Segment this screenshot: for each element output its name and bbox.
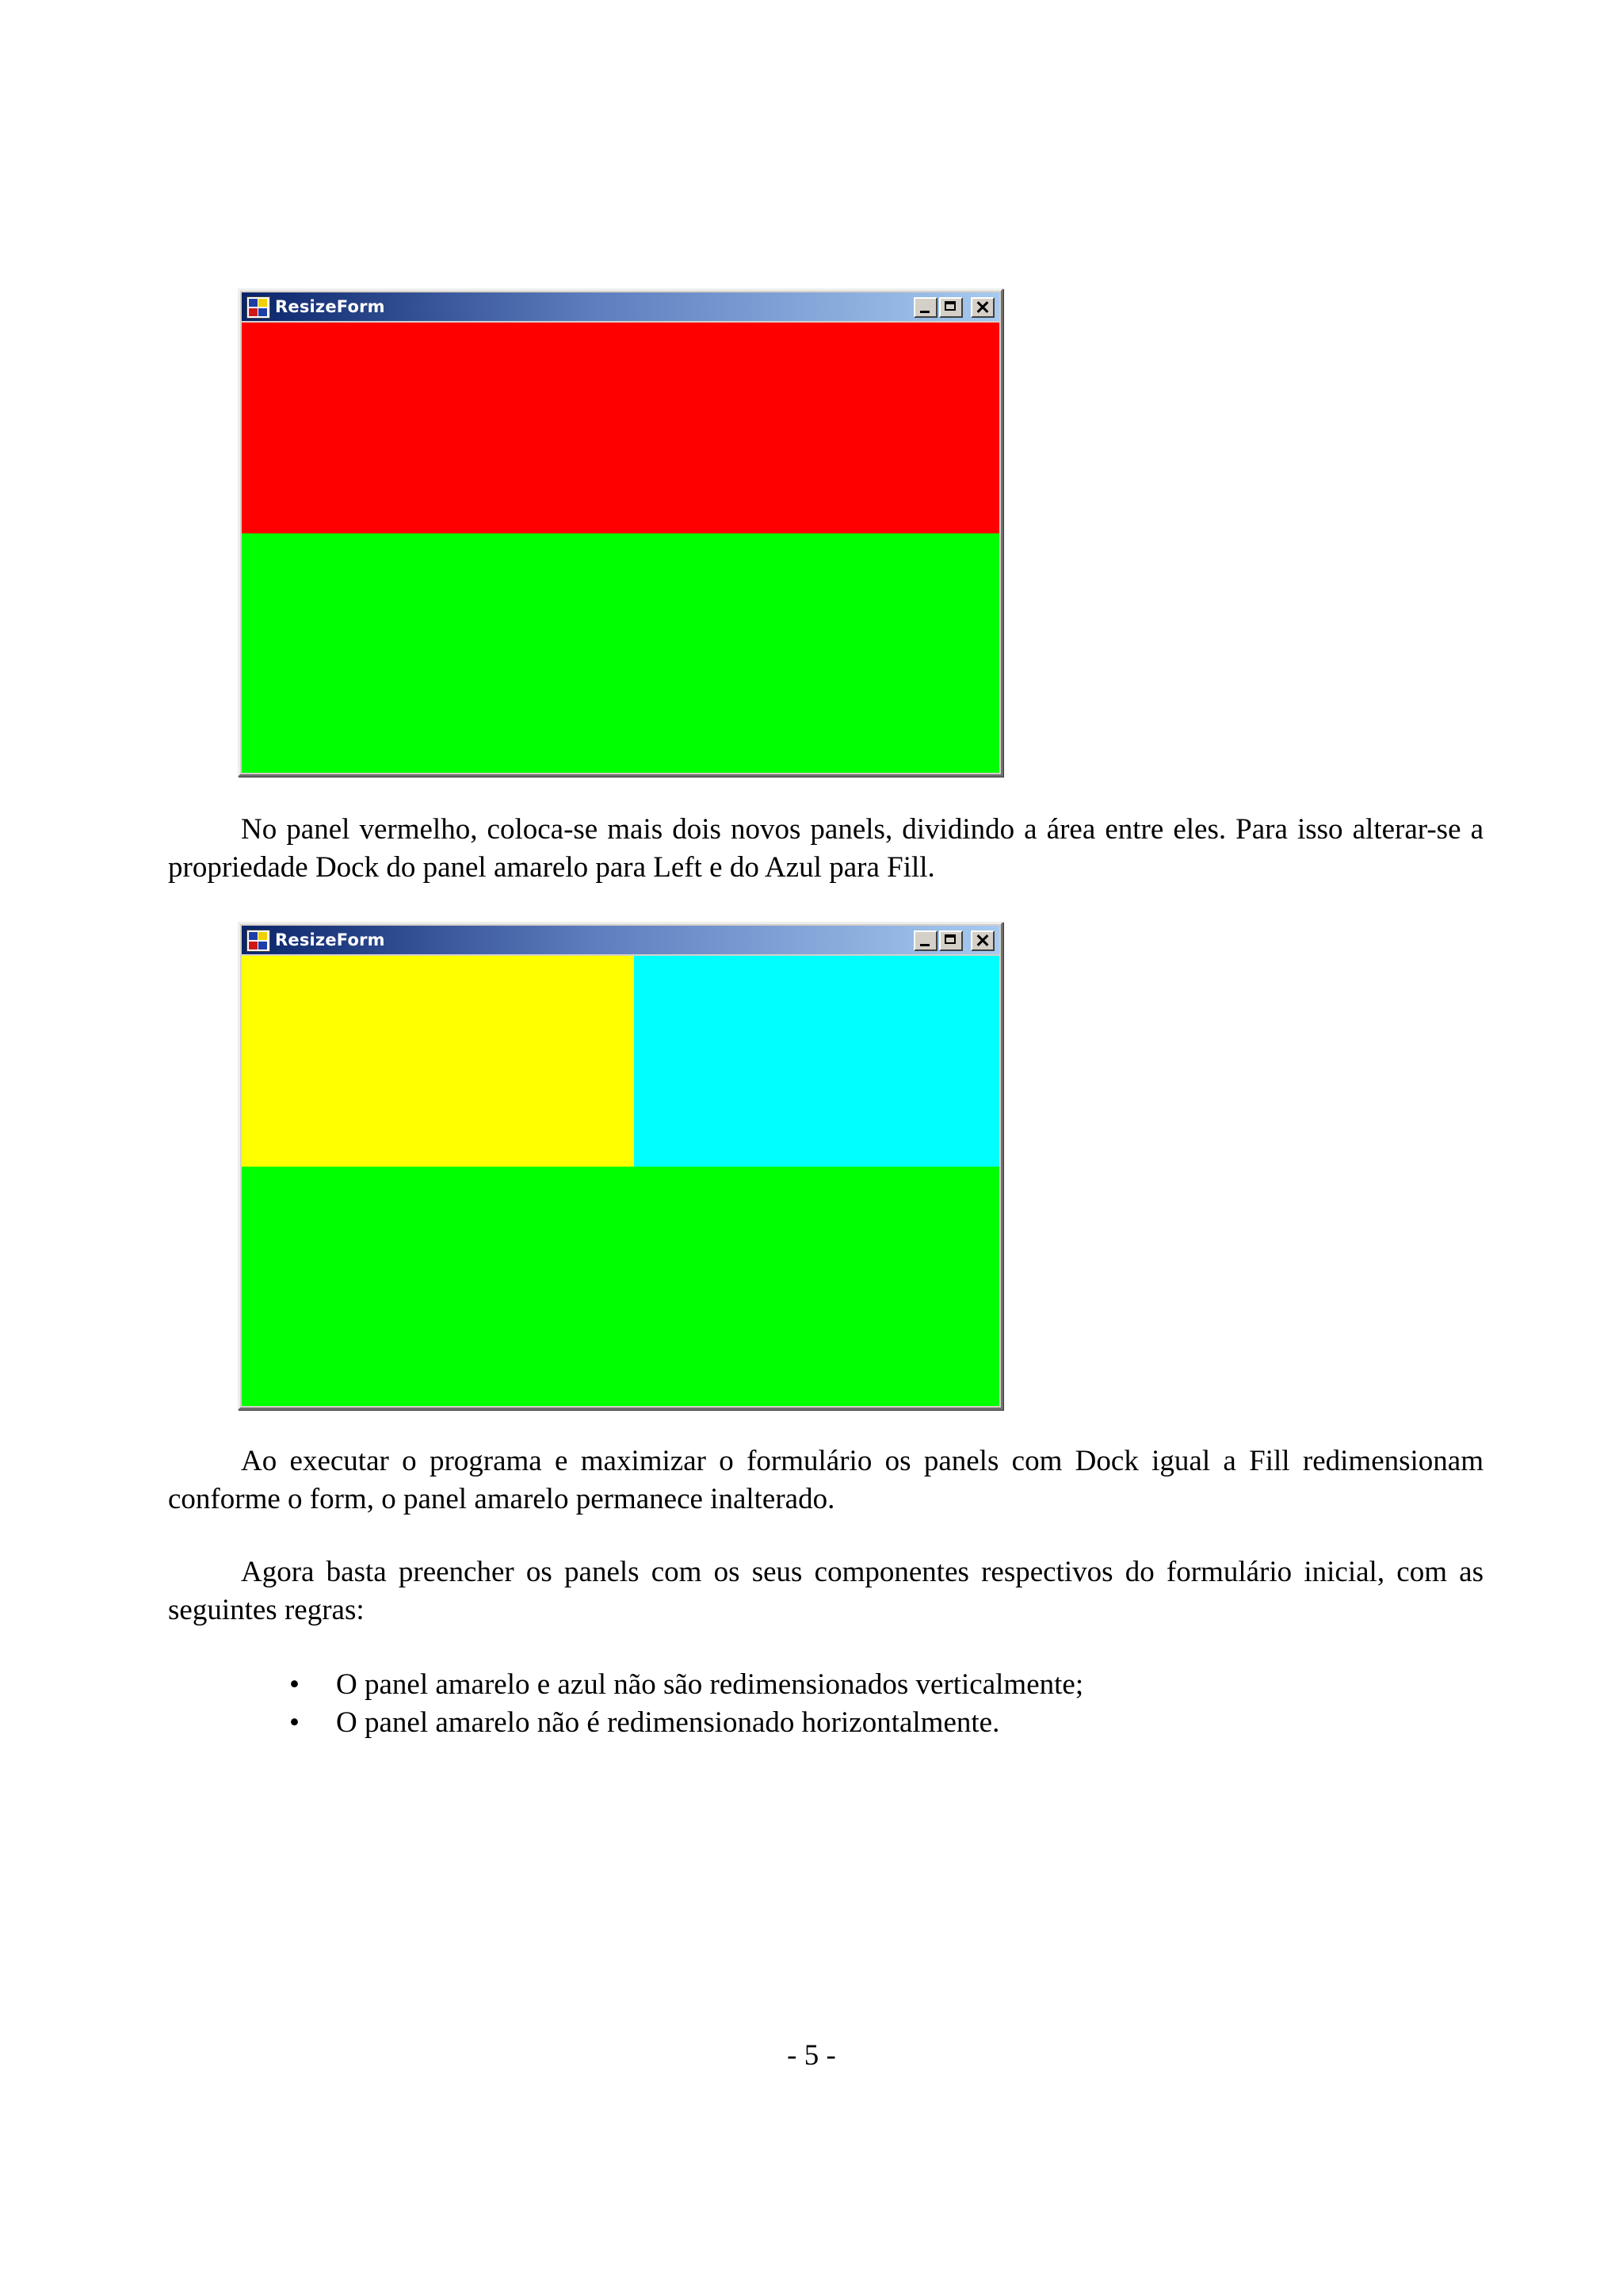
maximize-button[interactable] [939,297,963,318]
resizeform-window-bottom [238,922,1003,1410]
yellow-panel [242,956,634,1167]
form-icon[interactable] [246,296,270,319]
window-title: ResizeForm [275,297,385,316]
cyan-panel [634,956,999,1167]
paragraph-3: Agora basta preencher os panels com os seus componentes respectivos do formulário inicial, com as seguintes regras: [168,1556,1484,1626]
window-title: ResizeForm [275,930,385,949]
list-item-text: O panel amarelo e azul não são redimensionados verticalmente; [336,1668,1084,1701]
paragraph-2: Ao executar o programa e maximizar o formulário os panels com Dock igual a Fill redimensionam conforme o form, o panel amarelo permanece inalterado. [168,1445,1484,1515]
resizeform-window-top [238,288,1003,777]
close-button[interactable] [971,297,995,318]
minimize-button[interactable] [914,297,938,318]
red-panel [242,323,999,533]
bullet-icon: • [289,1668,300,1701]
list-item-text: O panel amarelo não é redimensionado horizontalmente. [336,1706,1000,1739]
list-item [168,1704,1484,1742]
form-icon[interactable] [246,930,270,952]
maximize-button[interactable] [939,930,963,951]
paragraph-1: No panel vermelho, coloca-se mais dois novos panels, dividindo a área entre eles. Para isso alterar-se a propriedade Dock do panel amarelo para Left e do Azul para Fill. [168,813,1484,884]
page-number: - 5 - [787,2039,836,2072]
bullet-icon: • [289,1706,300,1739]
list-item [168,1666,1484,1704]
green-panel [242,323,999,773]
title-bar[interactable] [242,926,999,954]
minimize-button[interactable] [914,930,938,951]
green-panel [242,956,999,1406]
title-bar[interactable] [242,292,999,321]
close-button[interactable] [971,930,995,951]
rules-list [168,1666,1484,1742]
